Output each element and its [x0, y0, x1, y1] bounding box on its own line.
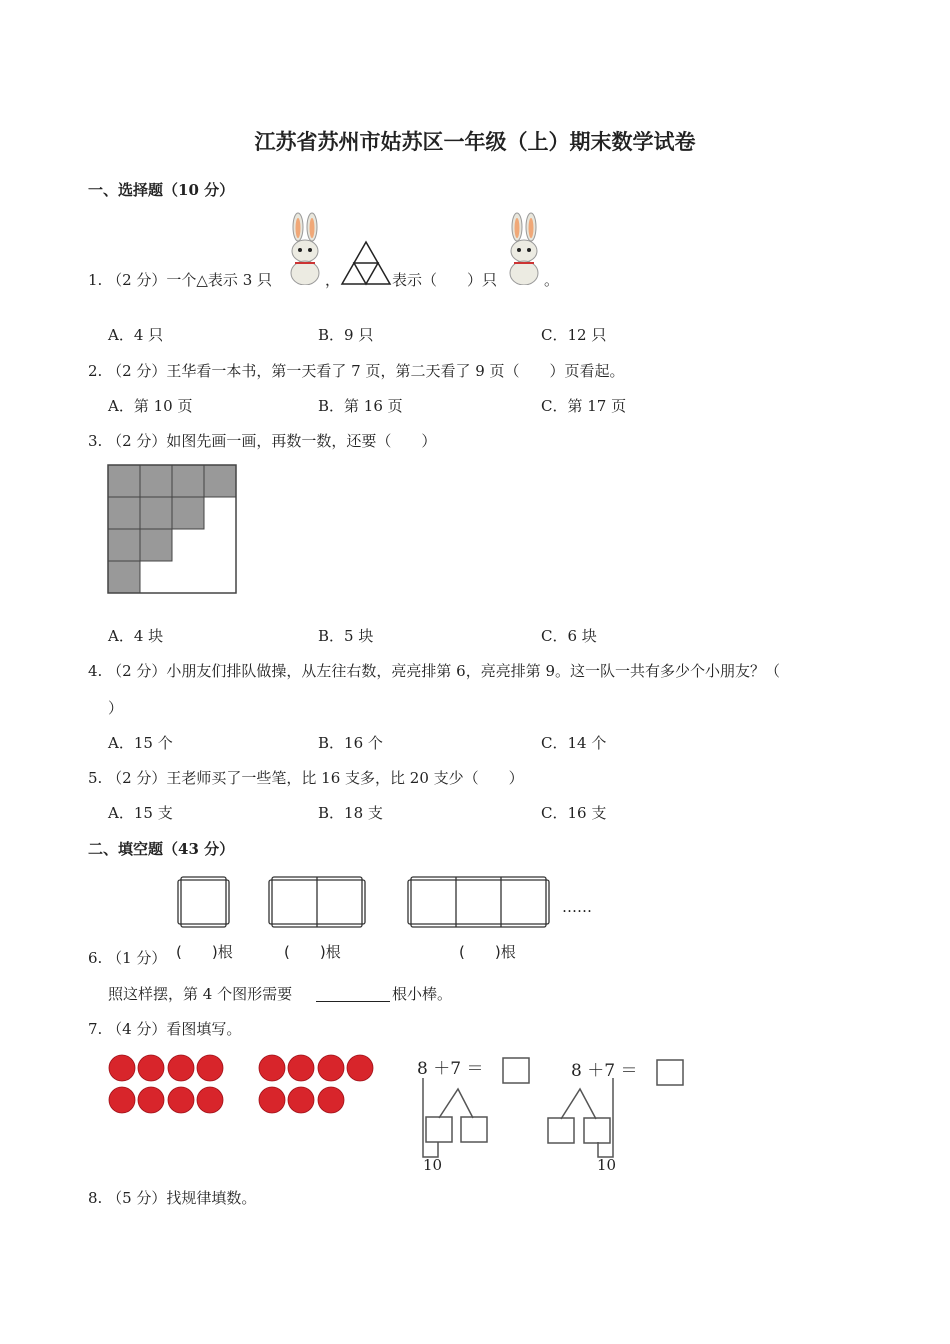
answer-label-3: ( )根	[459, 943, 516, 961]
question-5-text: 5. （2 分）王老师买了一些笔，比 16 支多，比 20 支少（ ）	[88, 769, 524, 787]
page-title: 江苏省苏州市姑苏区一年级（上）期末数学试卷	[254, 129, 696, 154]
question-7-text: 7. （4 分）看图填写。	[88, 1020, 242, 1038]
question-4-text: 4. （2 分）小朋友们排队做操，从左往右数，亮亮排第 6，亮亮排第 9。这一队一共有多少个小朋友？（	[88, 662, 781, 680]
question-1-text-b: 表示（ ）只	[392, 271, 498, 289]
question-6-number: 6. （1 分）	[88, 949, 167, 967]
sum-label-1: 10	[423, 1156, 443, 1174]
option-c[interactable]: C．16 支	[541, 804, 607, 822]
option-b[interactable]: B．18 支	[318, 804, 383, 822]
answer-blank[interactable]	[316, 1001, 390, 1002]
matchstick-squares-figure	[176, 872, 556, 932]
option-c[interactable]: C．6 块	[541, 627, 597, 645]
option-b[interactable]: B．9 只	[318, 326, 374, 344]
make-ten-diagram	[400, 1050, 700, 1160]
question-6-prompt-end: 根小棒。	[392, 985, 453, 1003]
question-4-continuation: ）	[108, 699, 124, 717]
option-c[interactable]: C．14 个	[541, 734, 607, 752]
triangle-figure	[340, 240, 392, 286]
apples-figure	[105, 1050, 380, 1118]
ellipsis: ……	[562, 898, 592, 916]
rabbit-icon	[286, 211, 324, 285]
option-a[interactable]: A．4 块	[108, 627, 164, 645]
option-c[interactable]: C．12 只	[541, 326, 607, 344]
option-b[interactable]: B．16 个	[318, 734, 383, 752]
question-1-comma: ，	[325, 271, 341, 289]
sum-label-2: 10	[597, 1156, 617, 1174]
option-a[interactable]: A．15 支	[108, 804, 173, 822]
question-1-text: 1. （2 分）一个△表示 3 只	[88, 271, 273, 289]
equation-1: 8 ＋7 ＝	[417, 1059, 484, 1079]
option-c[interactable]: C．第 17 页	[541, 397, 627, 415]
question-3-text: 3. （2 分）如图先画一画，再数一数，还要（ ）	[88, 432, 437, 450]
question-6-prompt: 照这样摆，第 4 个图形需要	[108, 985, 293, 1003]
staircase-grid-figure	[107, 464, 239, 596]
option-a[interactable]: A．4 只	[108, 326, 164, 344]
answer-label-2: ( )根	[284, 943, 341, 961]
question-8-text: 8. （5 分）找规律填数。	[88, 1189, 257, 1207]
option-b[interactable]: B．第 16 页	[318, 397, 403, 415]
option-a[interactable]: A．15 个	[108, 734, 173, 752]
answer-label-1: ( )根	[176, 943, 233, 961]
option-a[interactable]: A．第 10 页	[108, 397, 193, 415]
equation-2: 8 ＋7 ＝	[571, 1061, 638, 1081]
question-1-end: 。	[544, 271, 560, 289]
rabbit-icon	[505, 211, 543, 285]
section-heading-choice: 一、选择题（10 分）	[88, 181, 235, 199]
question-2-text: 2. （2 分）王华看一本书，第一天看了 7 页，第二天看了 9 页（ ）页看起。	[88, 362, 625, 380]
section-heading-fill: 二、填空题（43 分）	[88, 840, 235, 858]
option-b[interactable]: B．5 块	[318, 627, 374, 645]
